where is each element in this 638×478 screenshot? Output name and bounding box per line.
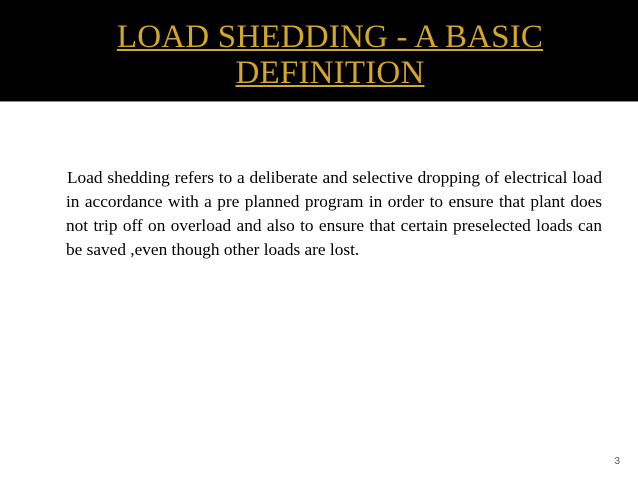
definition-paragraph: Load shedding refers to a deliberate and selective dropping of electrical load in accordance with a pre planned program in order to ensure that plant does not trip off on overload and also to ensure that certain preselected loads can be saved ,even though other loads are lost. [66,168,602,259]
page-number: 3 [614,456,620,467]
title-band [0,0,638,101]
slide-title: LOAD SHEDDING - A BASIC DEFINITION [116,19,544,91]
